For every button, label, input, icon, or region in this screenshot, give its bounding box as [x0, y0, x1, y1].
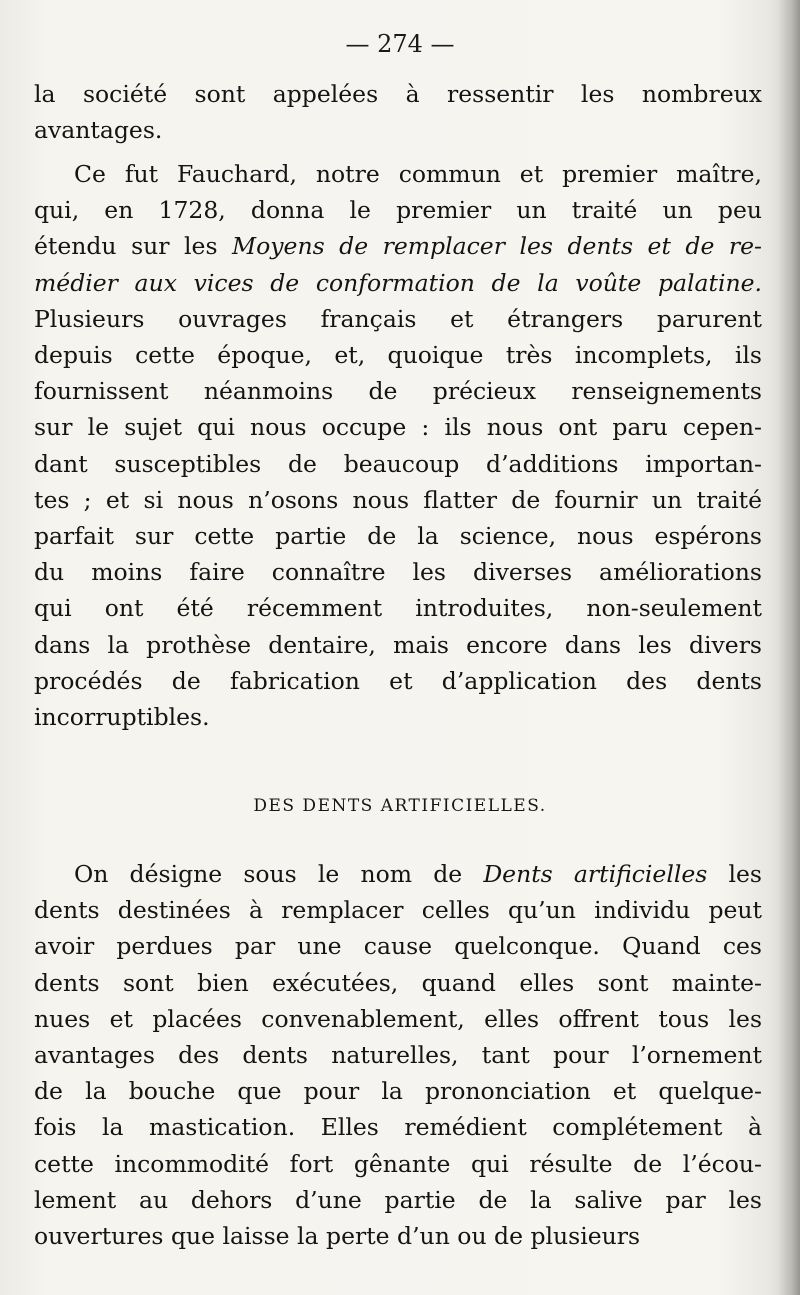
- line-text: nues et placées convenablement, elles offrent tous les: [34, 1004, 762, 1033]
- line-text: de la bouche que pour la prononciation et quelque-: [34, 1077, 762, 1106]
- text-line: [34, 265, 762, 301]
- italic-title: médier aux vices de conformation de la voûte palatine.: [34, 268, 762, 297]
- italic-title: Dents artificielles: [483, 860, 708, 888]
- line-text: étendu sur les: [34, 232, 233, 261]
- text-line: [34, 1001, 762, 1037]
- text-line: [34, 928, 762, 964]
- line-text: fournissent néanmoins de précieux renseignements: [34, 377, 762, 406]
- text-line: [34, 228, 762, 264]
- italic-title: Moyens de remplacer les dents et de re-: [232, 232, 762, 261]
- text-line: [34, 409, 762, 445]
- line-text: procédés de fabrication et d’application des dents: [34, 666, 762, 695]
- line-text: Ce fut Fauchard, notre commun et premier maître,: [74, 160, 762, 188]
- page-gutter-shadow: [778, 0, 800, 1295]
- text-line: [34, 663, 762, 699]
- line-text: avantages des dents naturelles, tant pour l’ornement: [34, 1041, 762, 1069]
- line-text: dans la prothèse dentaire, mais encore dans les divers: [34, 630, 762, 659]
- text-line: [34, 446, 762, 482]
- line-text: incorruptibles.: [34, 703, 210, 731]
- text-line: [34, 856, 762, 892]
- text-line: [34, 1073, 762, 1109]
- line-text: qui ont été récemment introduites, non-seulement: [34, 594, 762, 623]
- line-text: qui, en 1728, donna le premier un traité un peu: [34, 196, 762, 225]
- section-title: DES DENTS ARTIFICIELLES.: [253, 796, 547, 816]
- line-text: ouvertures que laisse la perte d’un ou de plusieurs: [34, 1222, 641, 1250]
- text-line: avantages.: [34, 116, 163, 144]
- text-line: [34, 1037, 762, 1073]
- line-text: lement au dehors d’une partie de la salive par les: [34, 1185, 762, 1214]
- text-line: [34, 1218, 762, 1254]
- text-line: [34, 590, 762, 626]
- line-text: dant susceptibles de beaucoup d’additions importan-: [34, 449, 762, 478]
- text-line: [34, 192, 762, 228]
- line-text: cette incommodité fort gênante qui résulte de l’écou-: [34, 1149, 762, 1178]
- line-text: dents sont bien exécutées, quand elles sont mainte-: [34, 968, 762, 997]
- text-line: [34, 301, 762, 337]
- line-text: depuis cette époque, et, quoique très incomplets, ils: [34, 341, 762, 369]
- line-text: Plusieurs ouvrages français et étrangers parurent: [34, 304, 762, 333]
- text-line: [34, 554, 762, 590]
- text-line: [34, 337, 762, 373]
- text-line: [34, 518, 762, 554]
- text-line: [34, 892, 762, 928]
- line-text: fois la mastication. Elles remédient complétement à: [34, 1113, 762, 1142]
- line-text: tes ; et si nous n’osons nous flatter de fournir un traité: [34, 485, 762, 514]
- line-text: avoir perdues par une cause quelconque. Quand ces: [34, 932, 762, 961]
- text-line: la société sont appelées à ressentir les nombreux: [34, 80, 762, 108]
- text-line: [34, 482, 762, 518]
- line-text: sur le sujet qui nous occupe : ils nous ont paru cepen-: [34, 413, 762, 442]
- line-text: les: [707, 860, 762, 888]
- line-text: du moins faire connaître les diverses améliorations: [34, 558, 762, 587]
- text-line: [34, 373, 762, 409]
- text-line: [34, 1109, 762, 1145]
- text-line: [34, 1182, 762, 1218]
- line-text: On désigne sous le nom de: [74, 860, 484, 888]
- line-text: dents destinées à remplacer celles qu’un individu peut: [34, 896, 762, 925]
- text-line: [34, 699, 762, 735]
- line-text: parfait sur cette partie de la science, nous espérons: [34, 522, 762, 550]
- text-line: [34, 156, 762, 192]
- text-line: [34, 965, 762, 1001]
- text-line: [34, 1146, 762, 1182]
- page-number: — 274 —: [345, 30, 455, 58]
- text-line: [34, 627, 762, 663]
